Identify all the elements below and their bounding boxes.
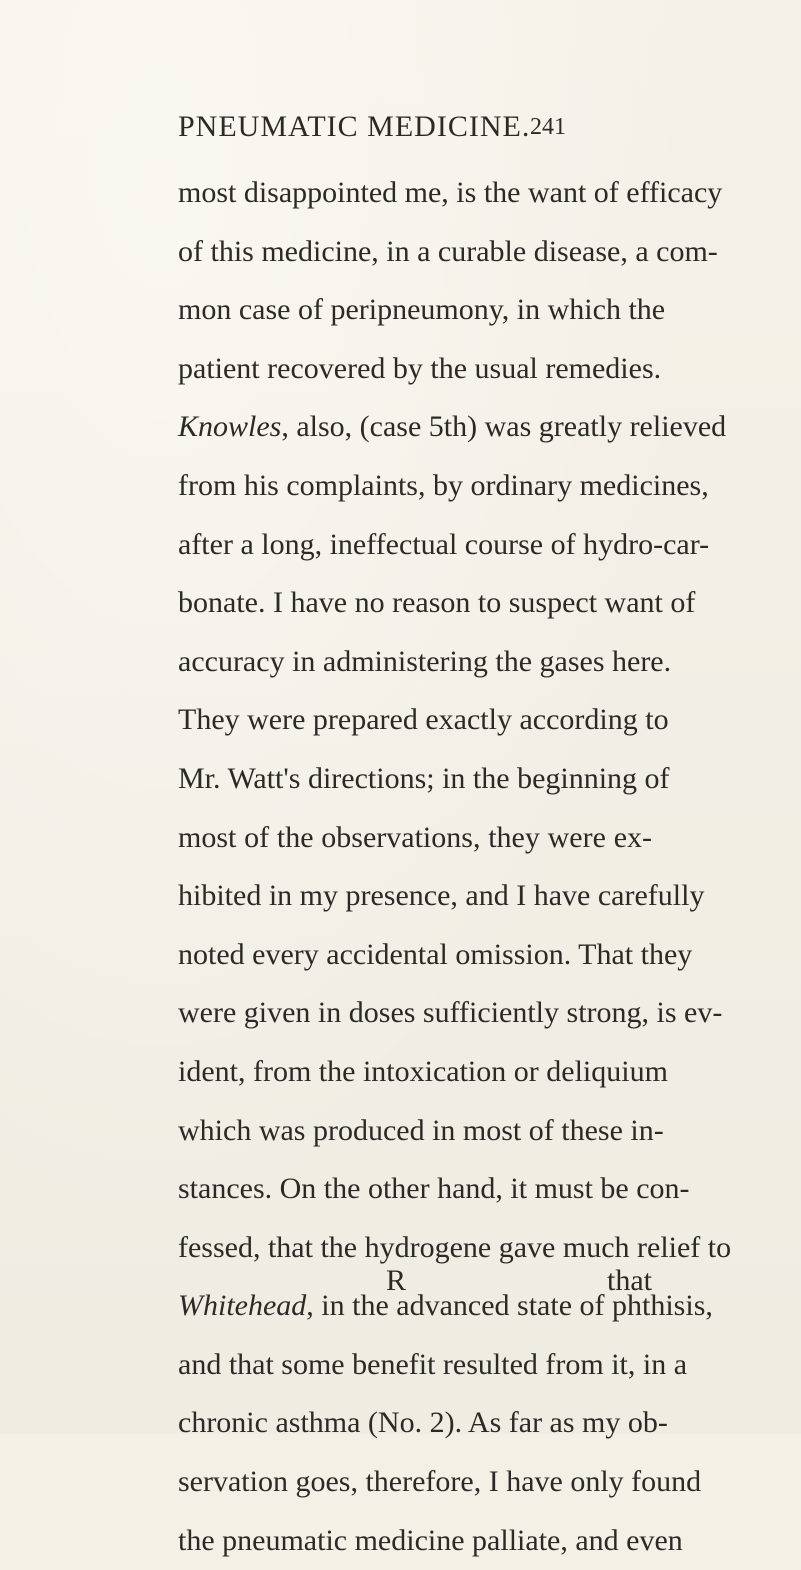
text-line: bonate. I have no reason to suspect want of — [178, 586, 696, 620]
text-line: and that some benefit resulted from it, in a — [178, 1347, 688, 1381]
text-line: noted every accidental omission. That they — [178, 937, 693, 971]
text-line: servation goes, therefore, I have only found — [178, 1465, 702, 1499]
text-line: ident, from the intoxication or deliquium — [178, 1054, 668, 1088]
catchword: that — [607, 1264, 652, 1297]
text-line: Mr. Watt's directions; in the beginning of — [178, 761, 670, 795]
text-line: patient recovered by the usual remedies. — [178, 351, 662, 385]
text-line: the pneumatic medicine palliate, and even — [178, 1523, 683, 1557]
text-line: which was produced in most of these in- — [178, 1113, 664, 1147]
text-line: They were prepared exactly according to — [178, 703, 669, 737]
page-number: 241 — [530, 114, 566, 140]
text-line: Whitehead, in the advanced state of phthisis, — [178, 1289, 713, 1323]
text-line: after a long, ineffectual course of hydro-car- — [178, 527, 710, 561]
text-line: chronic asthma (No. 2). As far as my ob- — [178, 1406, 668, 1440]
text-line: hibited in my presence, and I have carefully — [178, 879, 705, 913]
page-footer — [178, 1264, 652, 1314]
text-line: mon case of peripneumony, in which the — [178, 293, 666, 327]
text-line: stances. On the other hand, it must be con- — [178, 1172, 690, 1206]
text-line: most of the observations, they were ex- — [178, 820, 652, 854]
text-line: from his complaints, by ordinary medicines, — [178, 468, 709, 502]
signature-mark: R — [386, 1264, 407, 1297]
page-header — [178, 110, 658, 154]
text-line: of this medicine, in a curable disease, a com- — [178, 234, 718, 268]
italic-name: Whitehead — [178, 1289, 307, 1323]
text-line: Knowles, also, (case 5th) was greatly relieved — [178, 410, 727, 444]
running-head: PNEUMATIC MEDICINE. — [178, 110, 531, 143]
text-line: most disappointed me, is the want of efficacy — [178, 176, 723, 209]
text-line: were given in doses sufficiently strong, is ev- — [178, 996, 723, 1030]
italic-name: Knowles — [178, 410, 282, 444]
text-line: accuracy in administering the gases here. — [178, 644, 672, 678]
text-line: fessed, that the hydrogene gave much relief to — [178, 1230, 732, 1264]
body-text — [178, 164, 732, 1570]
